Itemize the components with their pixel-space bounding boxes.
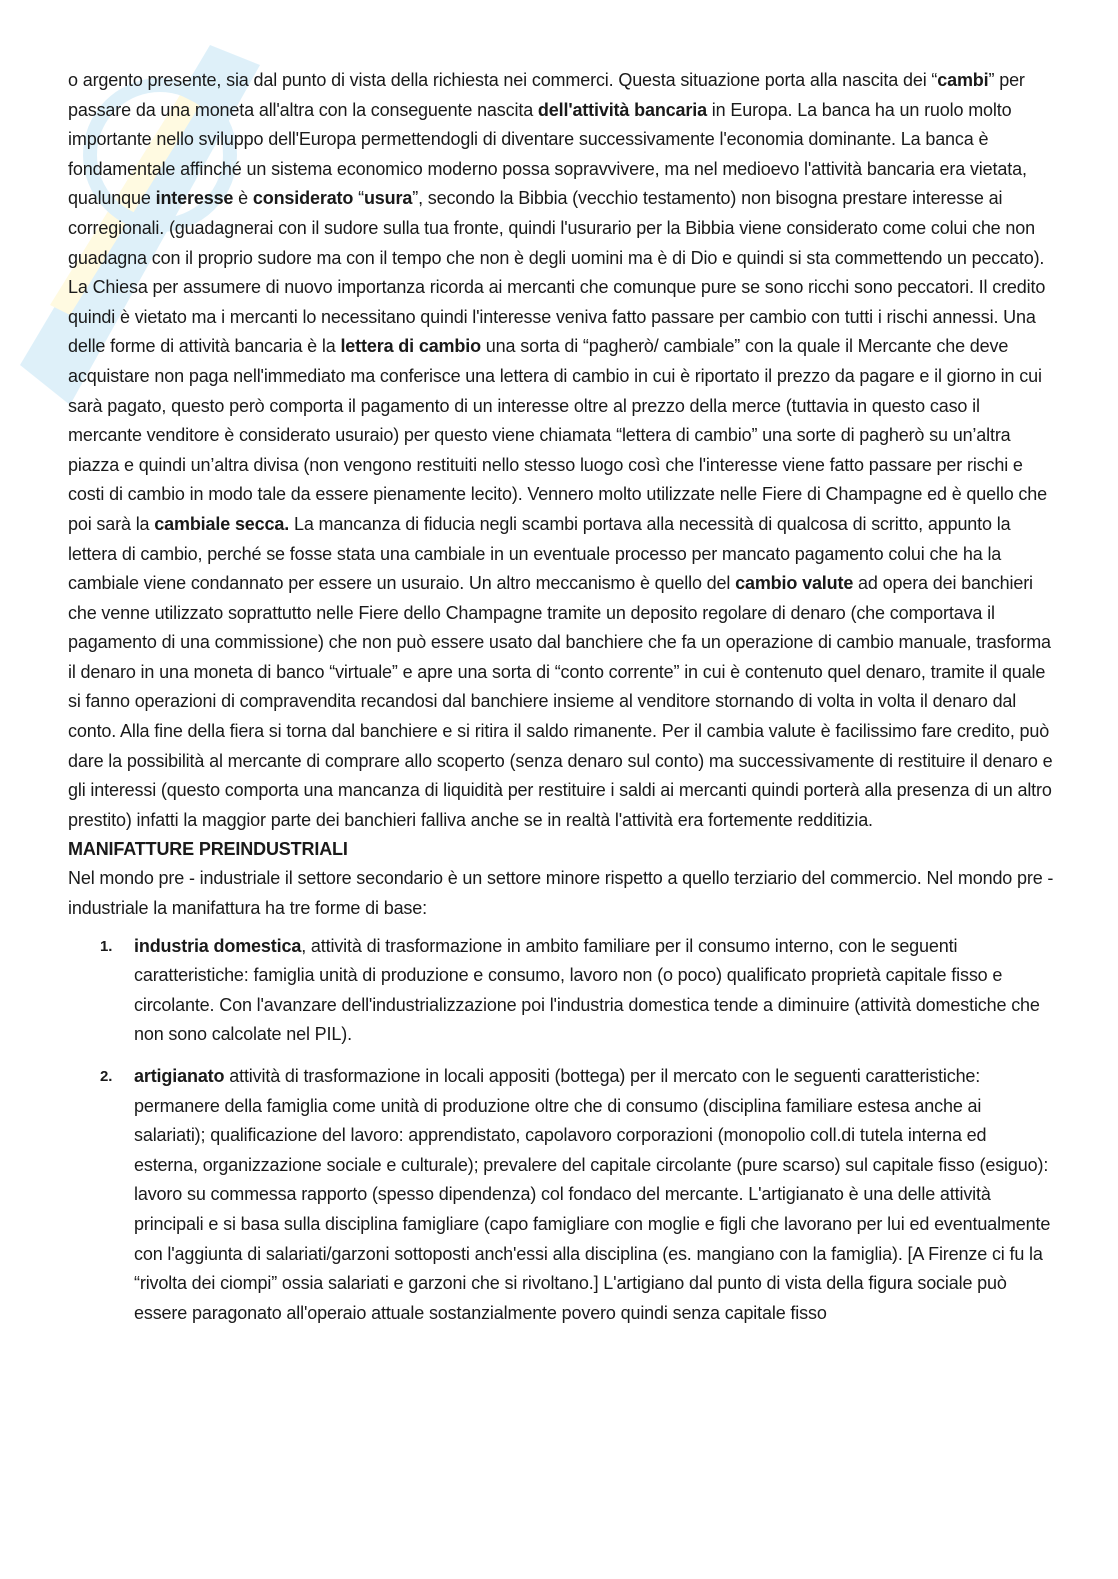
text-run: è (233, 188, 253, 209)
text-run: attività di trasformazione in locali appositi (bottega) per il mercato con le seguenti caratteristiche: permanere della famiglia come unità di produzione oltre che di consumo (disciplina familiare estesa anche ai salariati); qualificazione del lavoro: apprendistato, capolavoro corporazioni (monopolio coll.di tutela interna ed esterna, organizzazione sociale e culturale); prevalere del capitale circolante (pure scarso) sul capitale fisso (esiguo): lavoro su commessa rapporto (spesso dipendenza) col fondaco del mercante. L'artigianato è una delle attività principali e si basa sulla disciplina famigliare (capo famigliare con moglie e figli che lavorano per lui ed eventualmente con l'aggiunta di salariati/garzoni sottoposti anch'essi alla disciplina (es. mangiano con la famiglia). [A Firenze ci fu la “rivolta dei ciompi” ossia salariati e garzoni che si rivoltano.] L'artigiano dal punto di vista della figura sociale può essere paragonato all'operaio attuale sostanzialmente povero quindi senza capitale fisso (134, 1066, 1051, 1323)
bold-term: usura (363, 188, 413, 209)
text-run: una sorta di “pagherò/ cambiale” con la quale il Mercante che deve acquistare non paga nell'immediato ma conferisce una lettera di cambio in cui è riportato il prezzo da pagare e il giorno in cui sarà pagato, questo però comporta il pagamento di un interesse oltre al prezzo della merce (tuttavia in questo caso il mercante venditore è considerato usuraio) per questo viene chiamata “lettera di cambio” una sorte di pagherò su un’altra piazza e quindi un’altra divisa (non vengono restituiti nello stesso luogo così che l'interesse viene fatto passare per rischi e costi di cambio in modo tale da essere pienamente lecito). Vennero molto utilizzate nelle Fiere di Champagne ed è quello che poi sarà la (68, 336, 1047, 534)
list-item-number: 2. (100, 1068, 113, 1085)
numbered-list (68, 932, 1054, 1329)
text-run: La mancanza di fiducia negli scambi portava alla necessità di qualcosa di scritto, appunto la lettera di cambio, perché se fosse stata una cambiale in un eventuale processo per mancato pagamento colui che ha la cambiale viene condannato per essere un usuraio. Un altro meccanismo è quello del (68, 513, 1011, 594)
text-run: ”, secondo la Bibbia (vecchio testamento) non bisogna prestare interesse ai corregionali. (guadagnerai con il sudore sulla tua fronte, quindi l'usurario per la Bibbia viene considerato come colui che non guadagna con il proprio sudore ma con il tempo che non è degli uomini ma è di Dio e quindi si sta commettendo un peccato). La Chiesa per assumere di nuovo importanza ricorda ai mercanti che comunque pure se sono ricchi sono peccatori. Il credito quindi è vietato ma i mercanti lo necessitano quindi l'interesse veniva fatto passare per cambio con tutti i rischi annessi. Una delle forme di attività bancaria è la (68, 188, 1046, 357)
list-item (68, 932, 1054, 1050)
body-paragraph-banking (68, 66, 1054, 835)
bold-term: dell'attività bancaria (537, 99, 707, 120)
text-run: , attività di trasformazione in ambito familiare per il consumo interno, con le seguenti caratteristiche: famiglia unità di produzione e consumo, lavoro non (o poco) qualificato proprietà capitale fisso e circolante. Con l'avanzare dell'industrializzazione poi l'industria domestica tende a diminuire (attività domestiche che non sono calcolate nel PIL). (134, 935, 1040, 1045)
text-run: ad opera dei banchieri che venne utilizzato soprattutto nelle Fiere dello Champagne tramite un deposito regolare di denaro (che comportava il pagamento di una commissione) che non può essere usato dal banchiere che fa un operazione di cambio manuale, trasforma il denaro in una moneta di banco “virtuale” e apre una sorta di “conto corrente” in cui è contenuto quel denaro, tramite il quale si fanno operazioni di compravendita recandosi dal banchiere insieme al venditore stornando di volta in volta il denaro dal conto. Alla fine della fiera si torna dal banchiere e si ritira il saldo rimanente. Per il cambia valute è facilissimo fare credito, può dare la possibilità al mercante di comprare allo scoperto (senza denaro sul conto) ma successivamente di restituire il denaro e gli interessi (questo comporta una mancanza di liquidità per restituire i saldi ai mercanti quindi porterà alla presenza di un altro prestito) infatti la maggior parte dei banchieri falliva anche se in realtà l'attività era fortemente redditizia. (68, 573, 1053, 830)
document-page (68, 66, 1054, 1340)
bold-term: industria domestica (134, 935, 302, 956)
text-run: ” per passare da una moneta all'altra con la conseguente nascita (68, 70, 1025, 120)
bold-term: considerato (252, 188, 354, 209)
text-run: o argento presente, sia dal punto di vista della richiesta nei commerci. Questa situazione porta alla nascita dei “ (68, 70, 938, 90)
intro-paragraph: Nel mondo pre - industriale il settore secondario è un settore minore rispetto a quello terziario del commercio. Nel mondo pre - industriale la manifattura ha tre forme di base: (68, 868, 1054, 919)
text-run: in Europa. La banca ha un ruolo molto importante nello sviluppo dell'Europa permettendogli di diventare successivamente l'economia dominante. La banca è fondamentale affinché un sistema economico moderno possa sopravvivere, ma nel medioevo l'attività bancaria era vietata, qualunque (68, 99, 1027, 209)
bold-term: cambi (937, 70, 989, 90)
bold-term: cambio valute (735, 573, 854, 594)
bold-term: artigianato (134, 1066, 225, 1086)
list-item (68, 1062, 1054, 1328)
bold-term: cambiale secca. (154, 513, 290, 534)
bold-term: lettera di cambio (340, 336, 481, 357)
section-heading: MANIFATTURE PREINDUSTRIALI (68, 839, 348, 860)
text-run: “ (353, 188, 364, 209)
list-item-number: 1. (100, 937, 113, 955)
bold-term: interesse (155, 188, 234, 209)
